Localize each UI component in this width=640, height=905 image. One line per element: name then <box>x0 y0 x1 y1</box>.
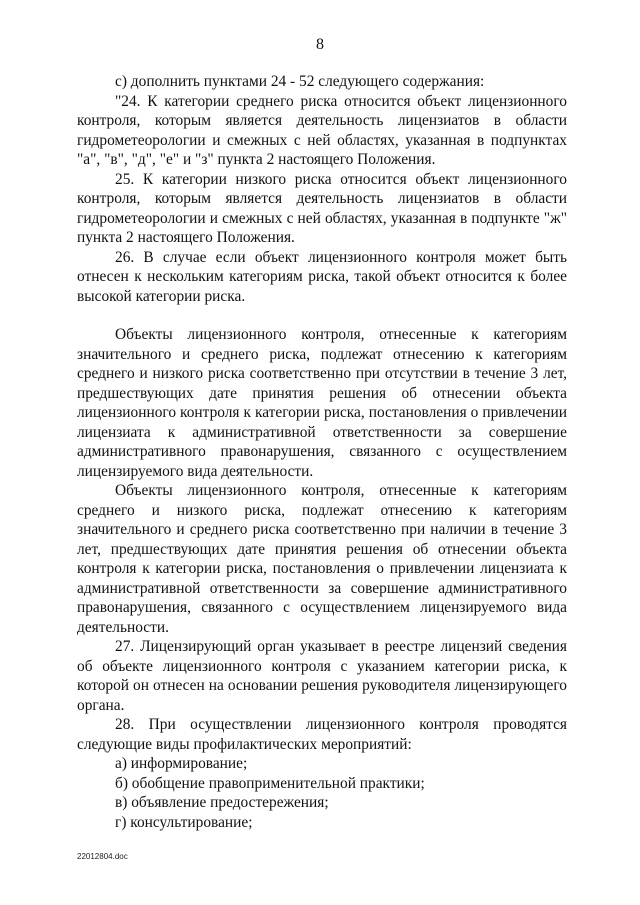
paragraph-26-objects-higher: Объекты лицензионного контроля, отнесенные к категориям среднего и низкого риска, подлежат отнесению к категориям значительного и среднего риска соответственно при наличии в течение 3 лет, предшествующих дате принятия решения об отнесении объекта контроля к категории риска, постановления о привлечении лицензиата к административной ответственности за совершение административного правонарушения, связанного с осуществлением лицензируемого вида деятельности. <box>77 482 567 636</box>
paragraph-24: "24. К категории среднего риска относится объект лицензионного контроля, которым является деятельность лицензиатов в области гидрометеорологии и смежных с ней областях, указанная в подпунктах "а", "в", "д", "е" и "з" пункта 2 настоящего Положения. <box>77 92 567 168</box>
list-item-v: в) объявление предостережения; <box>115 794 329 811</box>
file-name-footer: 22012804.doc <box>77 852 128 861</box>
paragraph-26-objects-lower: Объекты лицензионного контроля, отнесенные к категориям значительного и среднего риска, подлежат отнесению к категориям среднего и низкого риска соответственно при отсутствии в течение 3 лет, предшествующих дате принятия решения об отнесении объекта лицензионного контроля к категории риска, постановления о привлечении лицензиата к административной ответственности за совершение административного правонарушения, связанного с осуществлением лицензируемого вида деятельности. <box>77 326 567 480</box>
paragraph-intro: с) дополнить пунктами 24 - 52 следующего содержания: <box>115 73 485 90</box>
list-item-b: б) обобщение правоприменительной практики; <box>115 774 425 792</box>
paragraph-25: 25. К категории низкого риска относится объект лицензионного контроля, которым является деятельность лицензиатов в области гидрометеорологии и смежных с ней областях, указанная в подпункте "ж" пункта 2 настоящего Положения. <box>77 170 567 246</box>
paragraph-28: 28. При осуществлении лицензионного контроля проводятся следующие виды профилактических мероприятий: <box>77 716 567 753</box>
paragraph-27: 27. Лицензирующий орган указывает в реестре лицензий сведения об объекте лицензионного контроля с указанием категории риска, к которой он отнесен на основании решения руководителя лицензирующего органа. <box>77 638 567 714</box>
list-item-g: г) консультирование; <box>115 813 253 831</box>
document-body <box>77 72 567 832</box>
paragraph-26: 26. В случае если объект лицензионного контроля может быть отнесен к нескольким категориям риска, такой объект относится к более высокой категории риска. <box>77 248 567 305</box>
page-number: 8 <box>316 36 324 53</box>
list-item-a: а) информирование; <box>115 755 248 772</box>
